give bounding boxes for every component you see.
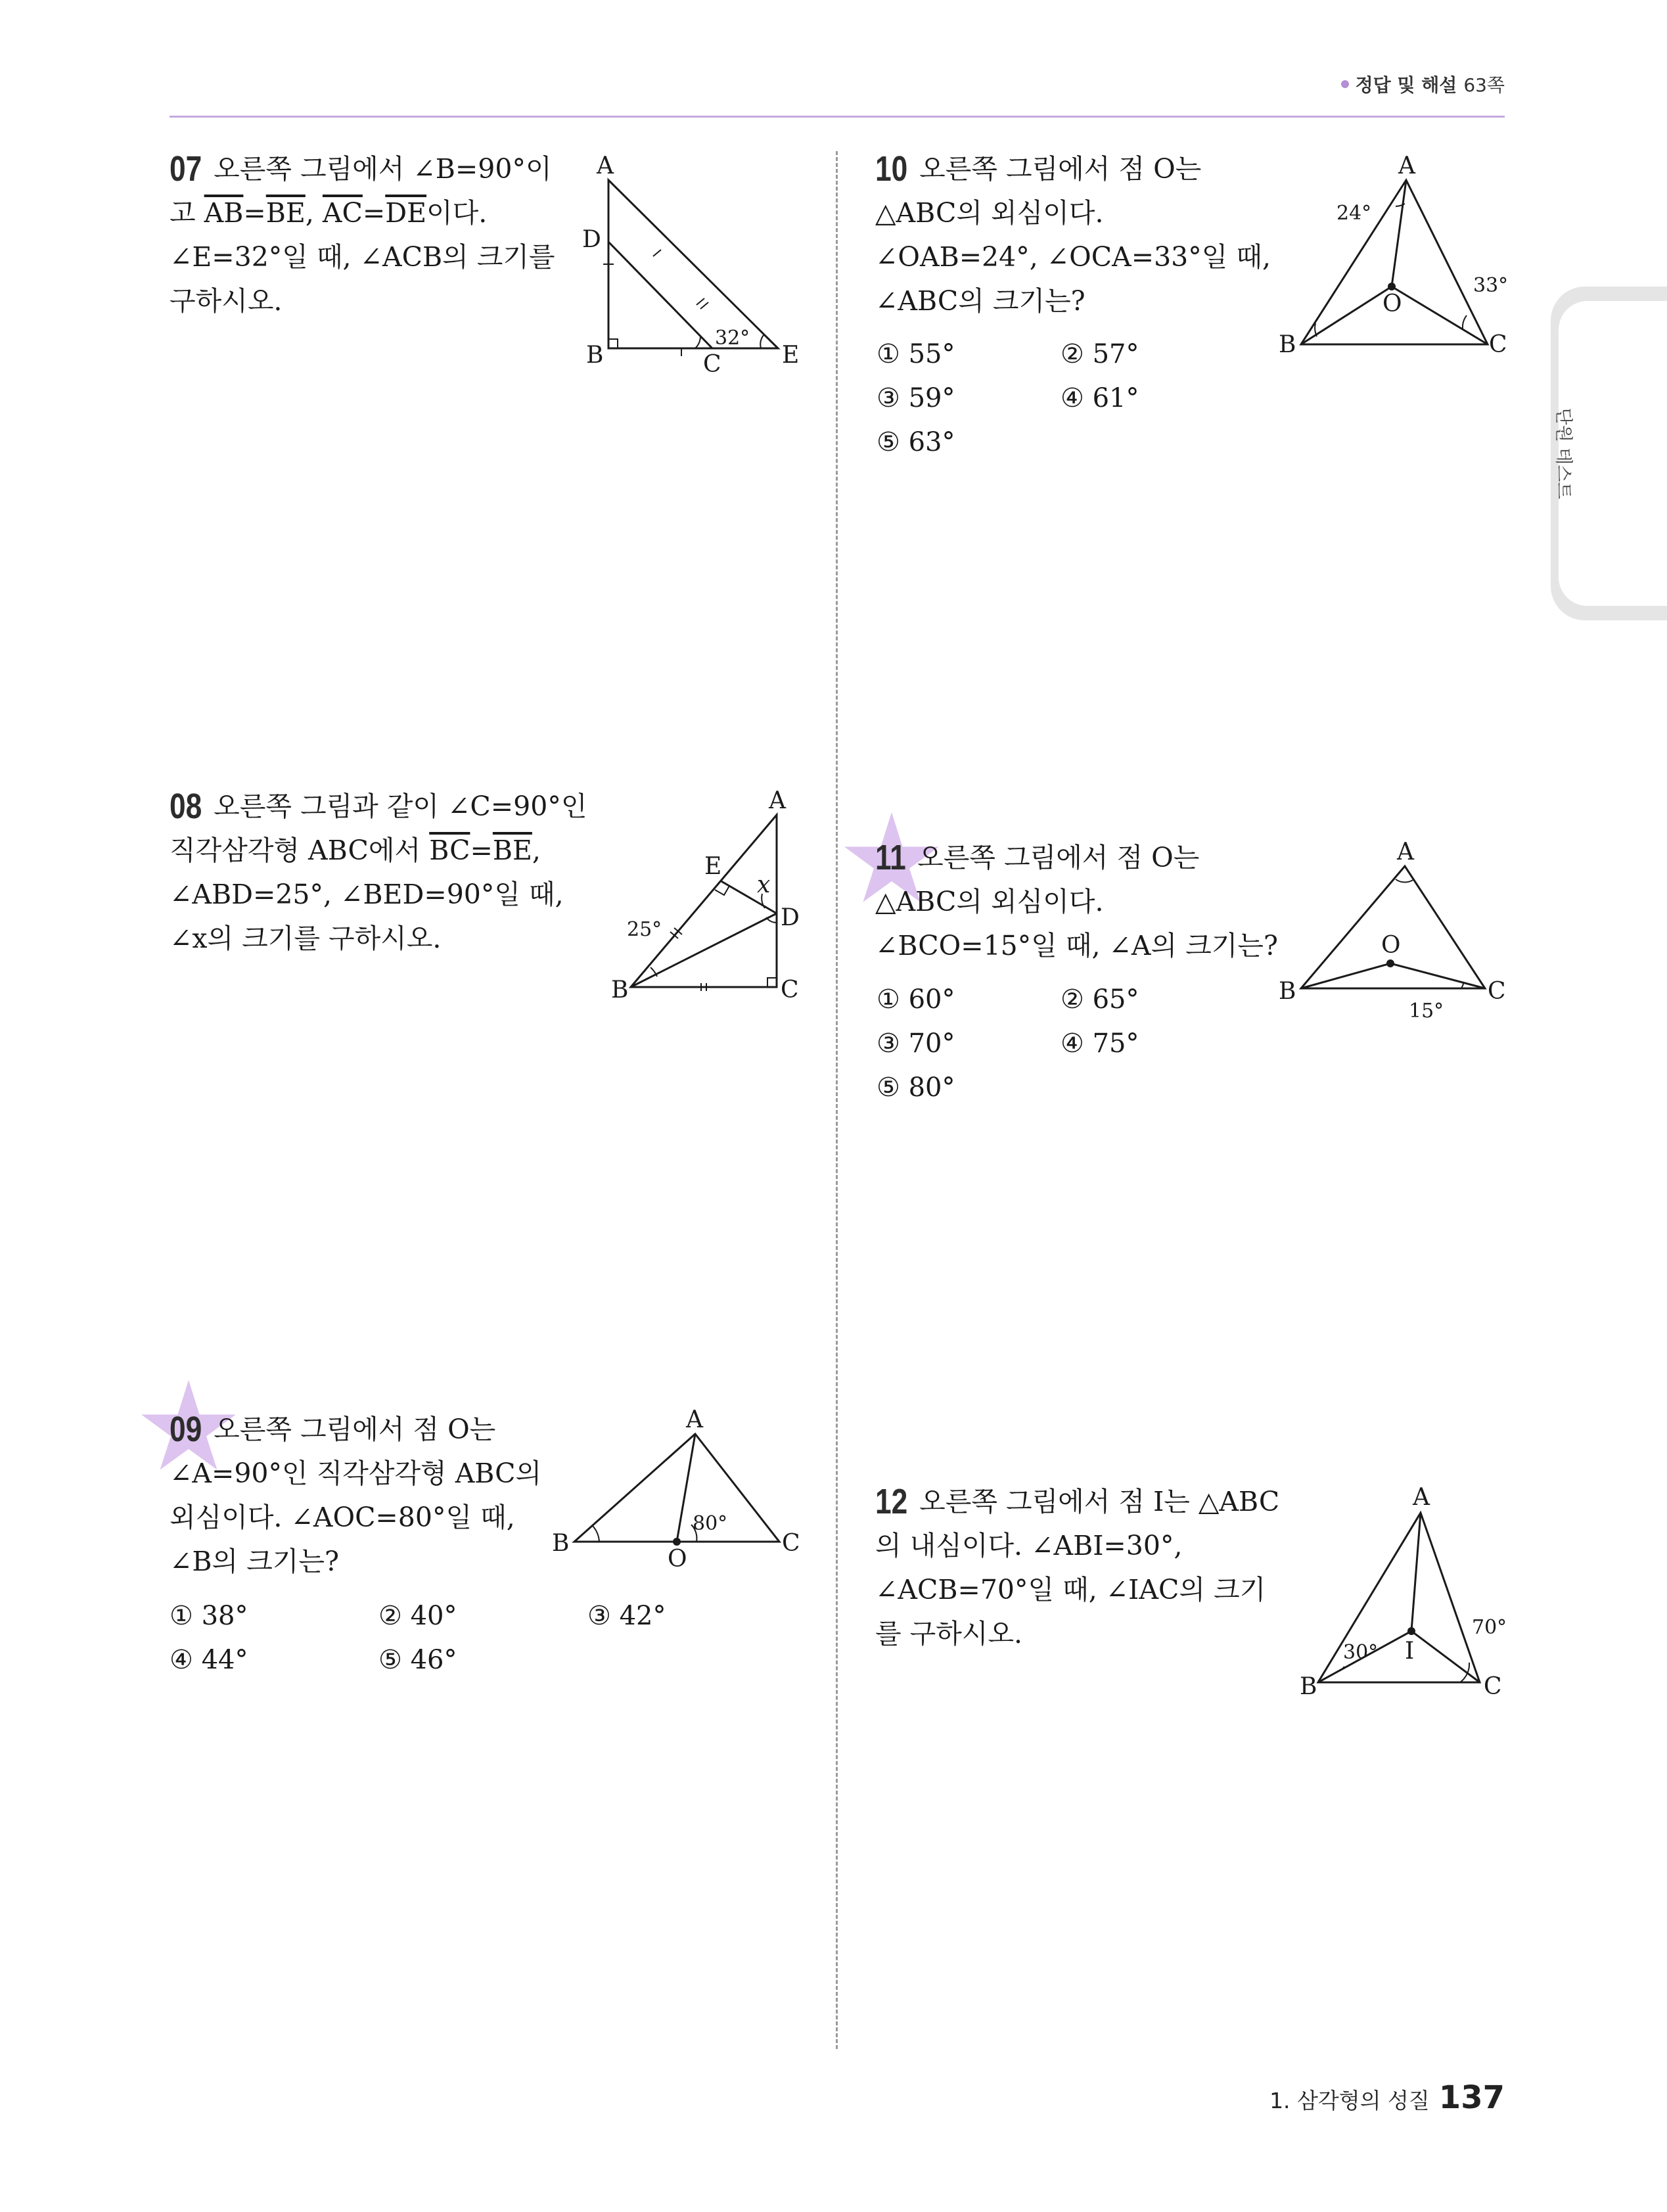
question-text-line: ∠ABC의 크기는? (875, 285, 1085, 317)
label-c: C (781, 977, 799, 1003)
angle-arc-a (1396, 879, 1414, 883)
segment-ab: $\overline{AB}$ (204, 197, 244, 229)
segment-de: $\overline{DE}$ (385, 197, 427, 229)
incenter-segments (1318, 1513, 1480, 1682)
label-b: B (552, 1530, 570, 1557)
angle-label: 15° (1409, 1000, 1444, 1023)
choice-5[interactable]: ⑤ 80° (877, 1072, 955, 1103)
choice-3[interactable]: ③ 59° (877, 383, 955, 413)
choice-5[interactable]: ⑤ 46° (378, 1645, 457, 1675)
circumcenter-segments (1301, 963, 1485, 988)
page-number: 137 (1438, 2079, 1505, 2116)
question-12 (875, 1480, 1279, 1656)
question-text-line: ∠x의 크기를 구하시오. (170, 923, 442, 954)
question-text-line: ∠B의 크기는? (170, 1546, 339, 1577)
angle-label-1: 24° (1336, 202, 1372, 225)
angle-label-2: 33° (1473, 274, 1509, 297)
label-e: E (782, 342, 800, 369)
segment-bc: $\overline{BC}$ (429, 835, 470, 866)
figure-q10 (1275, 151, 1511, 368)
figure-q09 (552, 1406, 815, 1581)
label-c: C (1484, 1673, 1502, 1700)
question-text-line: 오른쪽 그림에서 점 O는 (917, 842, 1200, 873)
label-a: A (1398, 152, 1415, 179)
label-c: C (782, 1530, 800, 1557)
triangle-abc (1318, 1513, 1480, 1682)
angle-label-2: 70° (1472, 1616, 1507, 1639)
label-a: A (597, 152, 614, 179)
tick-mark-double (696, 298, 708, 309)
question-text-line: 외심이다. ∠AOC=80°일 때, (170, 1502, 515, 1533)
angle-label: 80° (693, 1512, 728, 1535)
angle-label: 25° (627, 918, 662, 941)
label-o: O (668, 1546, 687, 1573)
question-text-line: 오른쪽 그림에서 점 O는 (919, 153, 1202, 185)
question-text-line: ∠OAB=24°, ∠OCA=33°일 때, (875, 241, 1271, 273)
figure-q08 (605, 786, 815, 1009)
question-08 (170, 785, 587, 961)
choice-5[interactable]: ⑤ 63° (877, 427, 955, 457)
tick-mark (653, 250, 661, 256)
angle-arc-acb (1460, 1663, 1469, 1682)
side-tab-label: 단원 테스트 (1553, 407, 1574, 499)
label-i: I (1405, 1638, 1415, 1665)
angle-label: 32° (715, 327, 750, 350)
question-number: 10 (875, 149, 908, 189)
label-d: D (582, 226, 601, 253)
answer-reference-page: 63쪽 (1463, 74, 1505, 96)
header-divider (170, 116, 1505, 118)
segment-ac: $\overline{AC}$ (322, 197, 363, 229)
question-text-line: ∠BCO=15°일 때, ∠A의 크기는? (875, 930, 1278, 961)
point-o (1388, 283, 1396, 290)
choice-4[interactable]: ④ 44° (170, 1645, 248, 1675)
question-number: 09 (170, 1410, 202, 1449)
right-angle-mark-e (715, 886, 729, 895)
angle-x-label: x (757, 871, 771, 898)
question-text-line: △ABC의 외심이다. (875, 197, 1104, 229)
answer-reference (1341, 71, 1505, 97)
choices-q09 (170, 1594, 666, 1682)
right-angle-mark (767, 978, 777, 987)
equals-sign: = (362, 197, 386, 229)
question-text-line: ∠ACB=70°일 때, ∠IAC의 크기 (875, 1574, 1266, 1605)
question-text-line: 오른쪽 그림에서 점 I는 △ABC (919, 1486, 1280, 1517)
question-09 (170, 1408, 541, 1584)
question-text-fragment: 이다. (426, 197, 488, 229)
label-c: C (703, 351, 721, 378)
question-text-line: 구하시오. (170, 285, 283, 317)
choices-q11 (877, 978, 1139, 1110)
choice-1[interactable]: ① 60° (877, 984, 955, 1015)
label-a: A (1413, 1484, 1430, 1511)
separator: , (305, 197, 323, 229)
label-c: C (1488, 978, 1506, 1005)
question-text-line: 오른쪽 그림에서 점 O는 (214, 1414, 496, 1445)
choice-2[interactable]: ② 57° (1061, 339, 1139, 369)
question-text-line: 오른쪽 그림과 같이 ∠C=90°인 (214, 791, 587, 822)
question-text-line: ∠A=90°인 직각삼각형 ABC의 (170, 1458, 542, 1489)
answer-reference-title: 정답 및 해설 (1355, 74, 1457, 96)
label-a: A (1397, 839, 1414, 865)
label-b: B (1300, 1673, 1317, 1700)
label-a: A (686, 1406, 703, 1433)
label-o: O (1382, 290, 1402, 317)
question-number: 07 (170, 149, 202, 189)
label-b: B (1279, 331, 1296, 358)
angle-arc-c (695, 336, 700, 348)
segment-be: $\overline{BE}$ (265, 197, 306, 229)
figure-q12 (1288, 1479, 1511, 1709)
choice-4[interactable]: ④ 61° (1061, 383, 1139, 413)
equals-sign: = (243, 197, 266, 229)
label-e: E (704, 853, 722, 880)
question-11 (875, 836, 1278, 968)
choice-2[interactable]: ② 65° (1061, 984, 1139, 1015)
triangle-abc (574, 1434, 779, 1542)
circumcenter-segments (1301, 180, 1488, 344)
choices-q10 (877, 333, 1139, 465)
question-text-fragment: , (532, 835, 541, 866)
triangle-abe (608, 180, 778, 348)
choice-1[interactable]: ① 38° (170, 1601, 248, 1631)
question-text-line: 의 내심이다. ∠ABI=30°, (875, 1530, 1183, 1561)
question-text-line: 를 구하시오. (875, 1618, 1023, 1649)
choice-4[interactable]: ④ 75° (1061, 1028, 1139, 1059)
question-text-line: 오른쪽 그림에서 ∠B=90°이 (214, 153, 552, 185)
column-divider (836, 151, 838, 2049)
choice-1[interactable]: ① 55° (877, 339, 955, 369)
point-i (1407, 1627, 1415, 1635)
label-c: C (1489, 331, 1507, 358)
right-angle-mark (608, 339, 618, 348)
label-b: B (586, 342, 604, 369)
chapter-title: 1. 삼각형의 성질 (1269, 2088, 1430, 2113)
bullet-icon (1341, 80, 1349, 88)
question-text-fragment: 직각삼각형 ABC에서 (170, 835, 430, 866)
segment-be: $\overline{BE}$ (492, 835, 532, 866)
label-o: O (1381, 932, 1401, 959)
label-d: D (781, 904, 800, 931)
point-o (1386, 959, 1394, 967)
question-text-line: △ABC의 외심이다. (875, 886, 1104, 917)
question-number: 08 (170, 787, 202, 826)
figure-q11 (1275, 837, 1511, 1034)
choice-2[interactable]: ② 40° (378, 1601, 457, 1631)
question-07 (170, 147, 555, 323)
angle-arc-b (593, 1526, 599, 1542)
page-footer (1269, 2079, 1505, 2116)
angle-arc-e (760, 335, 764, 348)
point-o (673, 1538, 681, 1546)
angle-label-1: 30° (1343, 1641, 1379, 1664)
question-number: 12 (875, 1482, 908, 1521)
question-text-line: ∠E=32°일 때, ∠ACB의 크기를 (170, 241, 555, 273)
segment-dc (608, 242, 712, 348)
label-b: B (1279, 978, 1296, 1005)
figure-q07 (572, 151, 808, 378)
question-number: 11 (875, 838, 906, 877)
choice-3[interactable]: ③ 42° (587, 1601, 666, 1631)
question-10 (875, 147, 1271, 323)
triangle-abc (1301, 866, 1485, 988)
question-text-line: ∠ABD=25°, ∠BED=90°일 때, (170, 879, 564, 910)
label-a: A (769, 787, 786, 814)
question-text-fragment: 고 (170, 197, 204, 229)
label-b: B (611, 977, 629, 1003)
angle-arc-oca (1463, 315, 1467, 329)
choice-3[interactable]: ③ 70° (877, 1028, 955, 1059)
equals-sign: = (470, 835, 493, 866)
